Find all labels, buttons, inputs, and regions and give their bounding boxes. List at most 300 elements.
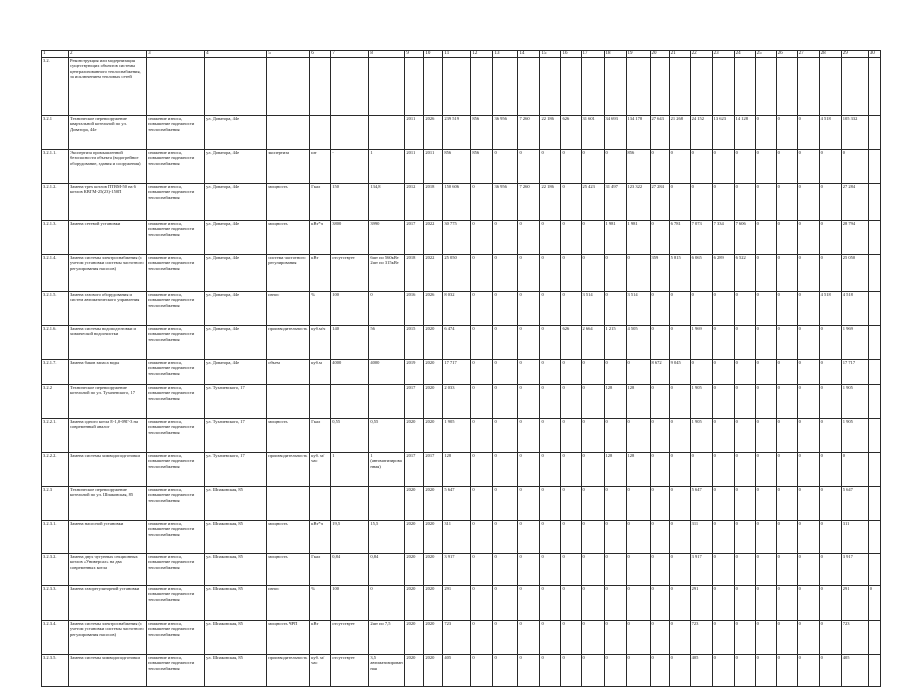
table-cell: 2020 [424, 521, 443, 554]
table-cell: 0 [755, 255, 776, 292]
table-cell: 856 [471, 116, 493, 150]
table-cell: 0 [493, 360, 518, 385]
table-cell: 0 [712, 292, 734, 326]
table-cell: 0 [690, 360, 712, 385]
table-cell: мощность [267, 521, 310, 554]
table-cell: износ [267, 586, 310, 621]
table-cell [331, 116, 369, 150]
table-cell: Замена системы электроснабжения (с учетом установки системы частотного регулирования насосов) [69, 621, 147, 655]
table-cell: 0 [712, 554, 734, 586]
table-cell: 0 [493, 621, 518, 655]
table-cell: 0 [669, 655, 690, 687]
table-cell: отсутствует [331, 255, 369, 292]
table-cell: 3.2.3 [42, 487, 69, 521]
table-cell: 0 [471, 655, 493, 687]
table-cell: 0 [734, 360, 755, 385]
table-cell: 0 [797, 184, 819, 221]
table-cell: 0 [493, 419, 518, 453]
table-cell: 0 [734, 419, 755, 453]
table-cell: ул. Шпаковская, 85 [205, 621, 267, 655]
table-cell [755, 58, 776, 116]
table-cell: 0 [581, 255, 604, 292]
table-row [42, 326, 881, 360]
column-number-cell: 12 [471, 51, 493, 58]
table-cell: 0 [776, 487, 797, 521]
table-cell: 0 [493, 292, 518, 326]
table-row [42, 255, 881, 292]
table-cell: 31 497 [604, 184, 626, 221]
table-cell: 0 [690, 292, 712, 326]
table-cell: 0 [650, 326, 669, 360]
table-cell: 0 [626, 655, 650, 687]
table-cell: 0 [776, 586, 797, 621]
column-number-cell: 7 [331, 51, 369, 58]
column-number-cell: 17 [581, 51, 604, 58]
table-cell: 0 [712, 621, 734, 655]
table-cell: 4000 [369, 360, 405, 385]
table-cell: 0 [797, 621, 819, 655]
table-row [42, 150, 881, 184]
table-cell: 2026 [424, 116, 443, 150]
table-cell: мощность [267, 221, 310, 255]
table-row [42, 184, 881, 221]
table-cell: 0 [776, 554, 797, 586]
table-cell: 2011 [405, 116, 424, 150]
table-cell: Замена одного котла Е-1,0-09Г-3 на современный аналог [69, 419, 147, 453]
table-cell: 2018 [424, 184, 443, 221]
table-row [42, 221, 881, 255]
table-cell: 2020 [424, 360, 443, 385]
table-cell: 856 [471, 150, 493, 184]
table-cell: 856 [626, 150, 650, 184]
column-number-cell: 20 [650, 51, 669, 58]
table-cell: 0 [518, 255, 540, 292]
table-cell: кВт [310, 621, 331, 655]
table-cell: 0 [712, 586, 734, 621]
table-cell: 0 [650, 521, 669, 554]
table-cell: 1 215 [604, 326, 626, 360]
table-cell: - [331, 150, 369, 184]
table-cell: 0 [669, 521, 690, 554]
table-cell: 405 [443, 655, 471, 687]
table-cell: 0 [669, 487, 690, 521]
table-cell [581, 58, 604, 116]
table-cell: 13 623 [712, 116, 734, 150]
table-cell: 0 [734, 453, 755, 487]
table-cell: 0 [471, 292, 493, 326]
table-row [42, 58, 881, 116]
table-cell: снижение износа, повышение надежности теплоснабжения [147, 150, 205, 184]
table-cell: Замена насосной установки [69, 521, 147, 554]
table-cell [868, 655, 880, 687]
table-cell: 0 [581, 621, 604, 655]
table-cell: 150 606 [443, 184, 471, 221]
table-row [42, 360, 881, 385]
table-cell: 5 647 [841, 487, 868, 521]
table-cell: снижение износа, повышение надежности теплоснабжения [147, 385, 205, 419]
table-cell: Техническое перевооружение котельной по ул. Тухачевского, 17 [69, 385, 147, 419]
table-cell: 0 [755, 116, 776, 150]
table-cell [310, 487, 331, 521]
table-cell [669, 58, 690, 116]
table-cell [868, 621, 880, 655]
table-cell: 134,8 [369, 184, 405, 221]
table-cell: 0 [604, 655, 626, 687]
table-cell: 0 [561, 184, 581, 221]
table-cell: 2011 [424, 150, 443, 184]
column-number-cell: 13 [493, 51, 518, 58]
table-cell: 291 [841, 586, 868, 621]
table-cell: 0 [734, 184, 755, 221]
table-cell: 24 152 [690, 116, 712, 150]
table-cell: 3.2.1.6. [42, 326, 69, 360]
table-cell: 2020 [424, 385, 443, 419]
column-number-cell: 28 [819, 51, 841, 58]
table-cell: 0 [669, 326, 690, 360]
table-cell: 0 [626, 621, 650, 655]
table-cell [868, 326, 880, 360]
table-cell: 0 [561, 586, 581, 621]
table-cell: 239 519 [443, 116, 471, 150]
table-cell: 128 [626, 453, 650, 487]
table-cell [868, 150, 880, 184]
table-cell: 128 [604, 453, 626, 487]
table-cell: 0 [669, 385, 690, 419]
table-cell: 4 518 [819, 292, 841, 326]
table-cell: 3.2. [42, 58, 69, 116]
table-cell: 1 (автоматизированная) [369, 453, 405, 487]
table-cell: 9 045 [669, 360, 690, 385]
table-cell: 0 [604, 554, 626, 586]
table-cell: куб. м/час [310, 655, 331, 687]
table-cell: 0 [604, 487, 626, 521]
table-cell: 7 260 [518, 184, 540, 221]
table-cell: 0 [776, 453, 797, 487]
table-cell: 0 [819, 621, 841, 655]
table-cell: 140 [331, 326, 369, 360]
table-cell: 0 [734, 385, 755, 419]
table-cell: 7 334 [712, 221, 734, 255]
table-cell: 2017 [405, 385, 424, 419]
table-cell: 3 917 [690, 554, 712, 586]
table-cell: 0 [493, 385, 518, 419]
table-cell: 2020 [405, 554, 424, 586]
table-cell: 150 [331, 184, 369, 221]
table-cell [868, 419, 880, 453]
table-cell: 0 [712, 419, 734, 453]
table-row [42, 621, 881, 655]
table-cell: кВт*ч [310, 521, 331, 554]
table-cell [868, 360, 880, 385]
table-cell: 0 [561, 292, 581, 326]
table-cell: % [310, 292, 331, 326]
table-cell: 0 [604, 521, 626, 554]
investment-program-table [41, 50, 881, 687]
column-number-cell: 10 [424, 51, 443, 58]
table-cell: 2020 [424, 326, 443, 360]
table-cell: Гкал [310, 184, 331, 221]
table-cell: 0 [819, 453, 841, 487]
table-cell: 2шт по 7,5 [369, 621, 405, 655]
table-cell: мощность ЧРП [267, 621, 310, 655]
table-cell: 0 [819, 360, 841, 385]
table-cell: 0 [518, 419, 540, 453]
table-cell: Замена сетевой установки [69, 221, 147, 255]
table-cell: 2 664 [581, 326, 604, 360]
table-cell: 0 [712, 453, 734, 487]
table-cell [868, 487, 880, 521]
table-cell: система частотного регулирования [267, 255, 310, 292]
table-cell: 3 917 [841, 554, 868, 586]
table-cell: 4 518 [841, 292, 868, 326]
table-cell: 3.2.3.3. [42, 586, 69, 621]
table-cell: 21 268 [669, 116, 690, 150]
table-cell: 0 [819, 586, 841, 621]
table-cell: 0 [471, 487, 493, 521]
table-cell: Техническое перевооружение котельной по ул. Шпаковская, 85 [69, 487, 147, 521]
table-cell: снижение износа, повышение надежности теплоснабжения [147, 184, 205, 221]
table-cell: 0 [755, 586, 776, 621]
column-number-cell: 19 [626, 51, 650, 58]
table-cell: 27 284 [841, 184, 868, 221]
table-cell [331, 487, 369, 521]
table-cell: 0 [518, 150, 540, 184]
column-number-cell: 4 [205, 51, 267, 58]
column-number-cell: 23 [712, 51, 734, 58]
table-cell: 0 [841, 150, 868, 184]
table-cell: 2022 [424, 221, 443, 255]
table-cell: Гкал [310, 419, 331, 453]
table-cell: объем [267, 360, 310, 385]
table-cell: 105 332 [841, 116, 868, 150]
table-cell [626, 58, 650, 116]
table-cell [868, 521, 880, 554]
table-cell [310, 385, 331, 419]
column-number-cell: 24 [734, 51, 755, 58]
table-cell: 0 [776, 621, 797, 655]
table-cell: 0 [471, 326, 493, 360]
table-cell: 0 [797, 292, 819, 326]
table-cell: 8 032 [443, 292, 471, 326]
table-cell: 5 647 [690, 487, 712, 521]
table-cell: 134 178 [626, 116, 650, 150]
table-cell: 0 [581, 586, 604, 621]
table-cell: 0 [669, 586, 690, 621]
table-cell: 0 [561, 360, 581, 385]
table-cell: 1 969 [690, 326, 712, 360]
table-cell: мощность [267, 419, 310, 453]
table-cell: 0 [518, 292, 540, 326]
table-cell: 311 [690, 521, 712, 554]
table-cell: отсутствует [331, 655, 369, 687]
table-cell: снижение износа, повышение надежности теплоснабжения [147, 621, 205, 655]
table-cell: 128 [626, 385, 650, 419]
table-cell: 6 289 [712, 255, 734, 292]
table-cell: 0 [493, 487, 518, 521]
table-cell: 19,5 [331, 521, 369, 554]
table-cell: 0 [604, 150, 626, 184]
table-cell: 0 [797, 255, 819, 292]
table-cell: 0 [369, 586, 405, 621]
table-cell: 1 [331, 453, 369, 487]
table-cell: Техническое перевооружение квартальной котельной по ул. Доватора, 44е [69, 116, 147, 150]
table-cell: 0 [797, 150, 819, 184]
table-cell: ул. Доватора, 44е [205, 255, 267, 292]
table-cell: 0 [819, 655, 841, 687]
table-cell: 6шт по 560кВт 2шт по 315кВт [369, 255, 405, 292]
table-cell: % [310, 586, 331, 621]
table-cell: Замена двух чугунных секционных котлов «Универсал» на два современных котла [69, 554, 147, 586]
table-cell: 27 643 [650, 116, 669, 150]
table-cell: 0 [493, 326, 518, 360]
table-cell [471, 58, 493, 116]
table-cell: 0 [690, 453, 712, 487]
table-cell: снижение износа, повышение надежности теплоснабжения [147, 586, 205, 621]
table-cell: 0 [471, 360, 493, 385]
table-cell: 2020 [424, 655, 443, 687]
table-cell: 2020 [405, 521, 424, 554]
table-cell: 1 905 [690, 385, 712, 419]
column-number-cell: 15 [540, 51, 561, 58]
table-cell: 14 128 [734, 116, 755, 150]
table-row [42, 419, 881, 453]
table-cell: 0 [561, 621, 581, 655]
table-cell: 3,5 автоматизированная [369, 655, 405, 687]
table-cell [690, 58, 712, 116]
table-cell: 0 [776, 385, 797, 419]
table-cell: 0 [734, 487, 755, 521]
table-cell [424, 58, 443, 116]
table-cell: снижение износа, повышение надежности теплоснабжения [147, 419, 205, 453]
table-cell: 0 [669, 554, 690, 586]
table-cell: мощность [267, 184, 310, 221]
table-cell [561, 58, 581, 116]
table-cell: 0 [776, 150, 797, 184]
table-cell: 0 [755, 385, 776, 419]
table-cell: 2016 [405, 292, 424, 326]
table-cell: 3 917 [443, 554, 471, 586]
table-cell: снижение износа, повышение надежности теплоснабжения [147, 360, 205, 385]
table-row [42, 385, 881, 419]
table-row [42, 655, 881, 687]
table-cell: Замена системы химводоподготовки [69, 655, 147, 687]
table-cell: 6 474 [443, 326, 471, 360]
table-cell: 128 [443, 453, 471, 487]
column-number-cell: 14 [518, 51, 540, 58]
table-cell: куб.м/ч [310, 326, 331, 360]
table-cell: 7 073 [690, 221, 712, 255]
table-cell: 3.2.1 [42, 116, 69, 150]
table-cell: 3990 [369, 221, 405, 255]
column-number-cell: 26 [776, 51, 797, 58]
table-cell: 3.2.1.1. [42, 150, 69, 184]
table-cell [868, 385, 880, 419]
table-cell: 2020 [424, 586, 443, 621]
table-cell: 0 [471, 586, 493, 621]
table-cell: 0 [561, 221, 581, 255]
table-cell: 0 [604, 586, 626, 621]
table-cell: Замена газового оборудования и систем автоматического управления [69, 292, 147, 326]
table-cell: снижение износа, повышение надежности теплоснабжения [147, 453, 205, 487]
table-cell: 6 522 [734, 255, 755, 292]
table-cell: 0 [734, 586, 755, 621]
table-cell: 0 [518, 221, 540, 255]
table-cell: 4 518 [819, 116, 841, 150]
table-cell: 1 969 [841, 326, 868, 360]
table-cell [868, 221, 880, 255]
table-cell: 0 [712, 184, 734, 221]
table-cell [540, 58, 561, 116]
table-cell: 0 [669, 419, 690, 453]
table-cell: 5 815 [669, 255, 690, 292]
table-cell: 2020 [424, 487, 443, 521]
table-cell: 0 [493, 554, 518, 586]
table-cell: 3.2.2.2. [42, 453, 69, 487]
table-cell [267, 58, 310, 116]
table-cell [604, 58, 626, 116]
table-cell: 0 [734, 621, 755, 655]
table-cell [267, 385, 310, 419]
table-cell: 2020 [405, 621, 424, 655]
table-cell: 0 [518, 655, 540, 687]
table-row [42, 487, 881, 521]
table-cell: 0 [650, 554, 669, 586]
table-cell: 0 [776, 116, 797, 150]
table-cell: 0 [518, 326, 540, 360]
table-cell: 0 [712, 150, 734, 184]
table-cell: 0 [471, 453, 493, 487]
column-number-cell: 18 [604, 51, 626, 58]
table-cell: Замена системы химводоподготовки [69, 453, 147, 487]
table-cell: 0 [797, 221, 819, 255]
table-cell [868, 255, 880, 292]
table-cell: 0 [819, 326, 841, 360]
table-cell: 3.2.1.4. [42, 255, 69, 292]
table-cell: 0 [776, 292, 797, 326]
table-cell [518, 58, 540, 116]
table-cell: 0 [518, 621, 540, 655]
table-cell [797, 58, 819, 116]
table-cell: 0 [712, 360, 734, 385]
table-cell: 0 [561, 554, 581, 586]
table-cell: 0 [471, 554, 493, 586]
table-cell [267, 487, 310, 521]
table-cell: 723 [841, 621, 868, 655]
table-cell: 723 [690, 621, 712, 655]
table-cell: 0 [734, 655, 755, 687]
table-cell [369, 385, 405, 419]
table-cell: ул. Тухачевского, 17 [205, 453, 267, 487]
table-cell: 0 [734, 554, 755, 586]
table-cell: 3.2.3.5. [42, 655, 69, 687]
table-cell: 359 [650, 255, 669, 292]
table-cell: 626 [561, 116, 581, 150]
table-cell: снижение износа, повышение надежности теплоснабжения [147, 326, 205, 360]
table-cell: 723 [443, 621, 471, 655]
table-cell [819, 58, 841, 116]
table-cell: 3.2.1.7. [42, 360, 69, 385]
table-cell: 0 [712, 385, 734, 419]
table-cell: 0 [650, 419, 669, 453]
column-number-cell: 5 [267, 51, 310, 58]
table-cell: 0 [755, 554, 776, 586]
table-cell [405, 58, 424, 116]
table-cell [868, 116, 880, 150]
table-cell: 2020 [405, 487, 424, 521]
table-cell: 0 [561, 419, 581, 453]
table-cell: 0 [755, 184, 776, 221]
table-cell: 2018 [405, 255, 424, 292]
